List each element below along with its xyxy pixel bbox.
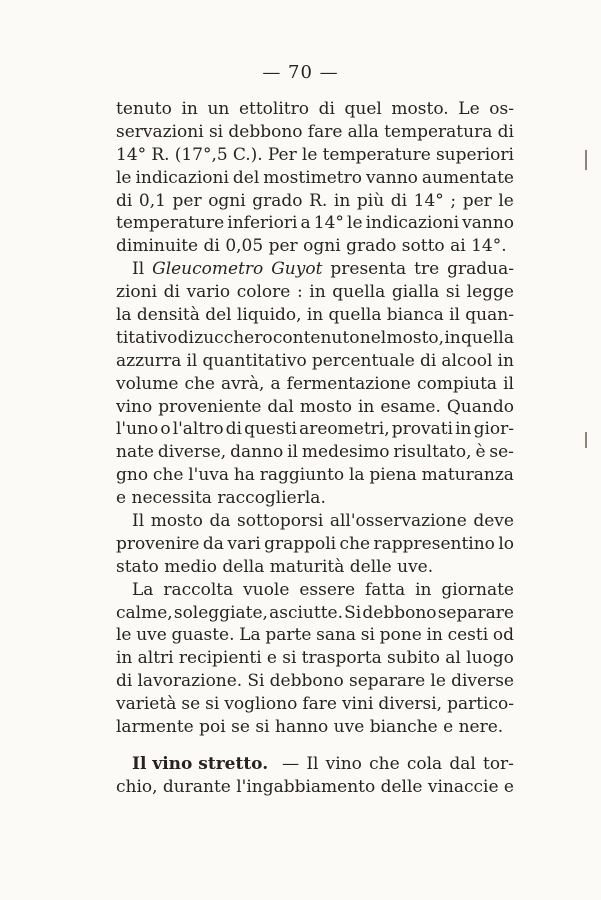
word: calme, [116, 602, 173, 623]
word: questi [244, 419, 297, 440]
word: contenuto [272, 327, 360, 348]
word: temperatura [384, 121, 493, 142]
section-heading: Il vino stretto. [132, 753, 269, 774]
word: e [503, 776, 514, 797]
word: debbono [269, 671, 344, 692]
word: tenuto [116, 99, 172, 119]
word: deve [473, 511, 514, 532]
word: medesimo [301, 442, 390, 463]
page-number: — 70 — [262, 62, 339, 83]
word: diverse [451, 671, 514, 692]
word: della [222, 556, 265, 577]
word: in [306, 305, 324, 326]
word: in [415, 579, 432, 600]
word: densità [136, 305, 200, 326]
word: compiuta [416, 373, 498, 394]
word: nate [116, 442, 154, 463]
word: si [282, 648, 297, 669]
word: lo [498, 533, 514, 554]
word: in [116, 648, 133, 669]
word: La [132, 579, 154, 600]
word: vuole [243, 579, 290, 600]
word: quan- [465, 305, 514, 326]
word: separare [348, 671, 426, 692]
text-line [116, 258, 514, 281]
word: od [492, 625, 514, 646]
word: presenta [330, 259, 407, 280]
word: il [186, 350, 198, 371]
word: e [443, 717, 454, 738]
word: diminuite [116, 236, 199, 257]
word: del [232, 167, 260, 188]
word: in [455, 419, 472, 440]
text-line [116, 304, 514, 327]
word: che [152, 465, 184, 486]
word: provenire [116, 533, 200, 554]
word: piena [369, 465, 417, 486]
word: la [348, 465, 365, 486]
word: zioni [116, 282, 158, 303]
text-line [116, 373, 514, 396]
word: nel [359, 327, 387, 348]
text-line [116, 670, 514, 693]
word: in [181, 99, 198, 119]
word: le [430, 671, 446, 692]
text-line [116, 602, 514, 625]
word: azzurra [116, 350, 182, 371]
word: grado [252, 190, 303, 211]
word: uve. [397, 556, 434, 577]
text-line [116, 716, 514, 739]
word: delle [380, 776, 423, 797]
word: : [296, 282, 303, 303]
word: l'ingabbiamento [236, 776, 376, 797]
text-line [116, 624, 514, 647]
word: di [177, 327, 194, 348]
text-line [116, 281, 514, 304]
text-line [116, 98, 514, 121]
word: Il [306, 753, 319, 774]
word: medio [164, 556, 217, 577]
word: più [356, 190, 385, 211]
word: pone [379, 625, 422, 646]
word: un [207, 99, 230, 119]
word: luogo [466, 648, 514, 669]
word: di [318, 99, 335, 119]
word: l'altro [172, 419, 224, 440]
word: indicazioni [365, 213, 460, 234]
word: risultato, [393, 442, 472, 463]
word: provati [391, 419, 453, 440]
word: debbono [362, 602, 437, 623]
word: (17°,5 [174, 144, 228, 165]
word: di [225, 419, 242, 440]
word: grappoli [264, 533, 337, 554]
word: le [116, 625, 132, 646]
word: si [255, 717, 270, 738]
word: temperature [322, 144, 431, 165]
word: necessita [131, 488, 212, 509]
word: si [208, 121, 224, 142]
word: titativo [116, 327, 178, 348]
word: guaste. [171, 625, 235, 646]
word: 0,05 [225, 236, 264, 257]
word: alcool [441, 350, 493, 371]
word: del [205, 305, 232, 326]
word: avrà, [221, 373, 265, 394]
word: Per [267, 144, 297, 165]
word: quella [328, 305, 382, 326]
word: vario [186, 282, 231, 303]
word: quantitativo [202, 350, 307, 371]
word: sottoporsi [237, 511, 324, 532]
text-line [116, 776, 514, 799]
word: di [203, 236, 220, 257]
word: danno [230, 442, 284, 463]
text-line [116, 556, 514, 579]
word: in [426, 625, 443, 646]
word: inferiori [227, 213, 298, 234]
word: cesti [447, 625, 489, 646]
word: le [347, 213, 363, 234]
word: separare [437, 602, 514, 623]
word: Guyot [271, 259, 323, 280]
text-line [116, 418, 514, 441]
word: si [205, 694, 220, 715]
word: quella [332, 282, 386, 303]
word: poi [199, 717, 226, 738]
word: 0,1 [138, 190, 166, 211]
margin-mark [585, 432, 587, 448]
word: proveniente [158, 396, 262, 417]
word: grado [346, 236, 397, 257]
word: di [497, 121, 514, 142]
word: di [163, 282, 180, 303]
word: ogni [208, 190, 246, 211]
text-line [116, 121, 514, 144]
word: gradua- [447, 259, 514, 280]
word: 14° [116, 144, 147, 165]
text-line [116, 464, 514, 487]
word: La [239, 625, 261, 646]
word: si [360, 625, 375, 646]
text-line [116, 190, 514, 213]
word: bianca [386, 305, 444, 326]
word: Si [247, 671, 265, 692]
text-line [116, 235, 514, 258]
word: di [116, 190, 133, 211]
word: nere. [458, 717, 504, 738]
text-line [116, 441, 514, 464]
word: quella [461, 327, 514, 348]
word: di [419, 350, 437, 371]
text-line [116, 510, 514, 533]
word: mostimetro [263, 167, 363, 188]
word: subito [386, 648, 441, 669]
body-text [116, 98, 514, 799]
word: per [462, 190, 492, 211]
word: all'osservazione [329, 511, 467, 532]
text-line [116, 212, 514, 235]
section-first-line [116, 753, 514, 776]
word: hanno [275, 717, 329, 738]
section-gap [116, 739, 514, 753]
word: che [369, 753, 400, 774]
word: legge [466, 282, 514, 303]
word: ettolitro [238, 99, 309, 119]
word: superiori [435, 144, 514, 165]
word: ; [450, 190, 457, 211]
word: 14° [413, 190, 444, 211]
word: mosto, [386, 327, 445, 348]
word: se- [489, 442, 514, 463]
word: l'uno [116, 419, 159, 440]
word: in [358, 396, 375, 417]
word: vini [341, 694, 374, 715]
word: temperature [116, 213, 225, 234]
word: ogni [303, 236, 341, 257]
word: Si [344, 602, 362, 623]
word: Quando [446, 396, 514, 417]
word: ha [233, 465, 255, 486]
word: sotto [401, 236, 445, 257]
word: le [301, 144, 318, 165]
word: lavorazione. [137, 671, 243, 692]
word: percentuale [311, 350, 415, 371]
word: dal [449, 753, 476, 774]
word: colore [236, 282, 291, 303]
word: da [202, 533, 224, 554]
word: R. [309, 190, 328, 211]
word: diverse, [157, 442, 227, 463]
word: soleggiate, [173, 602, 268, 623]
word: mosto [299, 396, 353, 417]
word: per [268, 236, 298, 257]
word: sana [316, 625, 357, 646]
word: — [282, 753, 300, 774]
word: maturanza [421, 465, 514, 486]
word: trasporta [301, 648, 382, 669]
word: areometri, [299, 419, 390, 440]
word: delle [349, 556, 392, 577]
word: maturità [269, 556, 345, 577]
text-line [116, 167, 514, 190]
word: e [116, 488, 127, 509]
word: vino [325, 753, 362, 774]
word: asciutte. [269, 602, 343, 623]
word: vanno [462, 213, 514, 234]
word: a [270, 373, 281, 394]
word: vinaccie [427, 776, 499, 797]
word: durante [162, 776, 231, 797]
word: giornate [441, 579, 514, 600]
word: che [184, 373, 215, 394]
word: da [209, 511, 231, 532]
word: in [309, 282, 326, 303]
word: esame. [380, 396, 441, 417]
word: gior- [473, 419, 514, 440]
word: uve [136, 625, 167, 646]
text-line [116, 144, 514, 167]
text-line [116, 693, 514, 716]
word: altri [137, 648, 174, 669]
word: il [287, 442, 298, 463]
word: l'uva [188, 465, 230, 486]
word: ai [450, 236, 466, 257]
word: vino [116, 396, 153, 417]
word: Il [132, 259, 145, 280]
word: alla [347, 121, 379, 142]
word: o [160, 419, 171, 440]
word: le [498, 190, 514, 211]
word: liquido, [236, 305, 302, 326]
text-line [116, 533, 514, 556]
word: os- [489, 99, 514, 119]
word: aumentate [421, 167, 514, 188]
word: vogliono [224, 694, 298, 715]
word: le [116, 167, 132, 188]
text-line [116, 647, 514, 670]
word: e [266, 648, 277, 669]
word: il [503, 373, 514, 394]
word: Il [132, 511, 145, 532]
word: vanno [366, 167, 418, 188]
word: C.). [232, 144, 263, 165]
word: diversi, [378, 694, 443, 715]
word: a [300, 213, 311, 234]
word: quel [344, 99, 382, 119]
word: bianche [369, 717, 438, 738]
word: gno [116, 465, 149, 486]
text-line [116, 579, 514, 602]
word: è [475, 442, 486, 463]
word: di [390, 190, 408, 211]
word: Le [458, 99, 480, 119]
word: rappresentino [373, 533, 495, 554]
word: 14°. [471, 236, 507, 257]
word: Gleucometro [152, 259, 264, 280]
word: zucchero [194, 327, 273, 348]
word: recipienti [178, 648, 262, 669]
word: parte [265, 625, 312, 646]
word: dal [267, 396, 294, 417]
word: se [231, 717, 250, 738]
word: 14° [313, 213, 344, 234]
word: servazioni [116, 121, 204, 142]
word: il [449, 305, 460, 326]
text-line [116, 350, 514, 373]
word: al [445, 648, 461, 669]
word: larmente [116, 717, 194, 738]
word: cola [406, 753, 443, 774]
word: raccolta [163, 579, 234, 600]
word: volume [116, 373, 179, 394]
word: fatta [364, 579, 406, 600]
word: in [333, 190, 351, 211]
word: la [116, 305, 132, 326]
word: mosto. [391, 99, 449, 119]
word: fermentazione [286, 373, 411, 394]
text-line [116, 327, 514, 350]
word: mosto [150, 511, 203, 532]
word: tor- [482, 753, 514, 774]
word: che [339, 533, 371, 554]
word: si [445, 282, 461, 303]
word: fare [307, 121, 343, 142]
word: se [181, 694, 201, 715]
word: tre [414, 259, 440, 280]
word: in [444, 327, 461, 348]
word: partico- [447, 694, 514, 715]
word: per [172, 190, 202, 211]
word: R. [151, 144, 170, 165]
word: vari [227, 533, 261, 554]
text-line [116, 396, 514, 419]
word: raggiunto [259, 465, 345, 486]
word: raccoglierla. [217, 488, 326, 509]
word: stato [116, 556, 159, 577]
word: debbono [228, 121, 303, 142]
margin-mark [585, 150, 587, 170]
word: in [497, 350, 514, 371]
text-line [116, 487, 514, 510]
word: chio, [116, 776, 158, 797]
word: uve [333, 717, 365, 738]
word: di [116, 671, 133, 692]
word: fare [302, 694, 337, 715]
word: essere [299, 579, 356, 600]
word: varietà [116, 694, 177, 715]
word: indicazioni [135, 167, 229, 188]
word: gialla [391, 282, 440, 303]
